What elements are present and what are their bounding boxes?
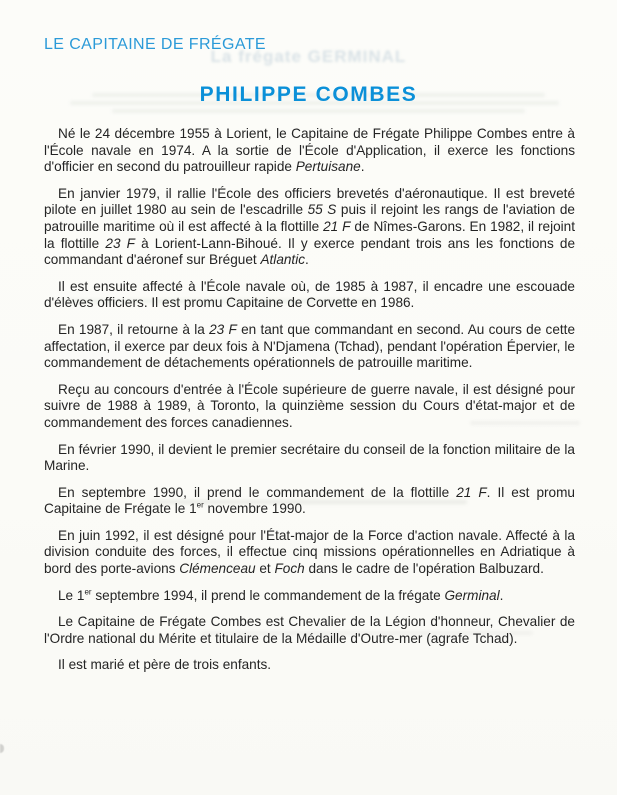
- body-text: En janvier 1979, il rallie l'École des officiers brevetés d'aéronautique. Il est breveté pilote en juillet 1980 au sein de l'escadrille: [44, 185, 575, 218]
- italic-text: Germinal: [444, 587, 500, 603]
- body-text: Il est ensuite affecté à l'École navale où, de 1985 à 1987, il encadre une escouade d'élèves officiers. Il est promu Capitaine de Corvette en 1986.: [44, 278, 575, 311]
- body-text: Reçu au concours d'entrée à l'École supérieure de guerre navale, il est désigné pour suivre de 1988 à 1989, à Toronto, la quinzième session du Cours d'état-major et de commandement des forces canadiennes.: [44, 381, 575, 430]
- ghost-bleed-line: [112, 109, 525, 113]
- paragraph: [44, 657, 575, 674]
- body-text: puis il rejoint les rangs de l'aviation de patrouille maritime où il est affecté à la flottille: [44, 202, 575, 234]
- body-text: septembre 1994, il prend le commandement de la frégate: [91, 587, 445, 603]
- paragraph: [44, 614, 575, 647]
- italic-text: 23 F: [209, 321, 237, 337]
- body-text: Le 1: [58, 587, 85, 603]
- italic-text: 21 F: [456, 484, 487, 500]
- body-text: Il est marié et père de trois enfants.: [58, 657, 272, 673]
- superscript-text: er: [84, 587, 92, 597]
- body-text: novembre 1990.: [203, 501, 306, 517]
- italic-text: 21 F: [323, 218, 351, 234]
- italic-text: Pertuisane: [295, 159, 361, 175]
- scan-edge-speck: [0, 744, 4, 753]
- body-text: En février 1990, il devient le premier secrétaire du conseil de la fonction militaire de la Marine.: [44, 441, 575, 474]
- body-text: .: [360, 159, 365, 175]
- italic-text: 23 F: [105, 235, 135, 251]
- italic-text: Clémenceau: [179, 561, 256, 577]
- paragraph: [44, 528, 575, 578]
- italic-text: Foch: [274, 561, 305, 577]
- body-text: En septembre 1990, il prend le commandement de la flottille: [58, 484, 457, 500]
- paragraph: [44, 126, 575, 176]
- body-text: de Nîmes-Garons. En 1982, il rejoint la flottille: [44, 218, 576, 251]
- paragraph: [44, 382, 575, 432]
- body-text: dans le cadre de l'opération Balbuzard.: [304, 561, 544, 577]
- italic-text: 55 S: [307, 202, 337, 218]
- body-text: .: [499, 587, 504, 603]
- body-text: En juin 1992, il est désigné pour l'État-major de la Force d'action navale. Affecté à la division conduite des forces, il effectue cinq missions opérationnelles en Adriatique à bord des porte-avions: [44, 527, 575, 577]
- paragraph: [44, 279, 575, 312]
- ghost-bleed-title: La frégate GERMINAL: [210, 47, 407, 66]
- body-text: en tant que commandant en second. Au cours de cette affectation, il exerce par deux fois à N'Djamena (Tchad), pendant l'opération Épervier, le commandement de détachements opérationnels de patrouille maritime.: [44, 321, 576, 371]
- document-header: LE CAPITAINE DE FRÉGATE: [44, 36, 266, 53]
- body-text: Né le 24 décembre 1955 à Lorient, le Capitaine de Frégate Philippe Combes entre à l'École navale en 1974. A la sortie de l'École d'Application, il exerce les fonctions d'officier en second du patrouilleur rapide: [44, 126, 575, 175]
- paragraph: [44, 588, 575, 605]
- body-text: . Il est promu Capitaine de Frégate le 1: [44, 484, 575, 517]
- body-text: à Lorient-Lann-Bihoué. Il y exerce pendant trois ans les fonctions de commandant d'aéronef sur Bréguet: [44, 235, 575, 268]
- body-text: et: [255, 561, 275, 577]
- superscript-text: er: [196, 500, 204, 510]
- paragraph: [44, 322, 575, 372]
- italic-text: Atlantic: [260, 252, 306, 268]
- body-text: Le Capitaine de Frégate Combes est Chevalier de la Légion d'honneur, Chevalier de l'Ordre national du Mérite et titulaire de la Médaille d'Outre-mer (agrafe Tchad).: [44, 614, 575, 646]
- body-text: .: [305, 252, 309, 268]
- page-title: PHILIPPE COMBES: [199, 83, 418, 106]
- paragraph: [44, 186, 575, 269]
- paragraph: [44, 442, 575, 475]
- biography-text: [44, 126, 575, 684]
- paragraph: [44, 485, 575, 518]
- body-text: En 1987, il retourne à la: [58, 321, 210, 337]
